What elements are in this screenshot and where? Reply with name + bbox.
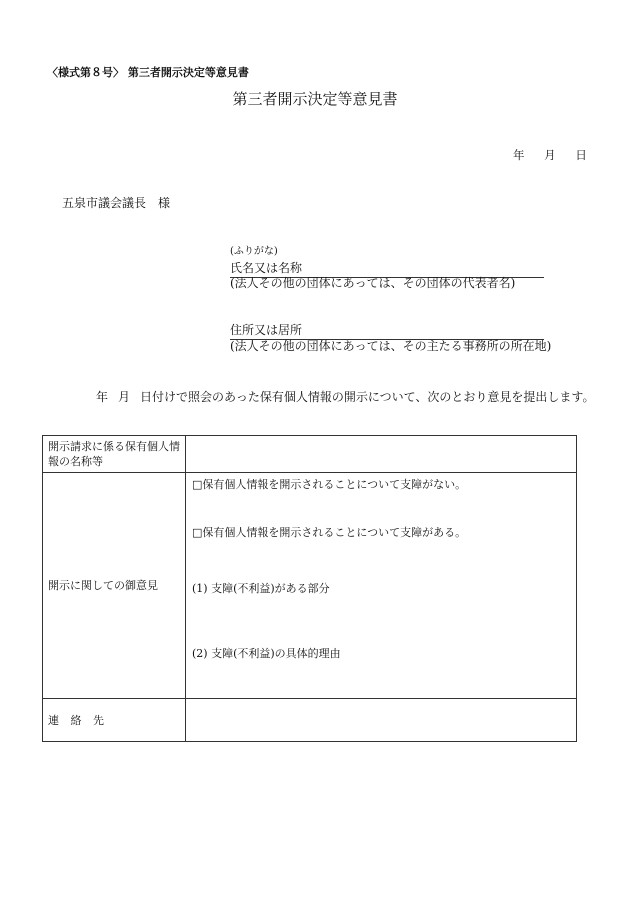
- date-month-label: 月: [544, 148, 556, 162]
- option-has-issue[interactable]: □保有個人情報を開示されることについて支障がある。: [192, 526, 467, 539]
- item-specific-reason: (2) 支障(不利益)の具体的理由: [192, 647, 341, 660]
- form-number: 〈様式第８号〉 第三者開示決定等意見書: [47, 66, 249, 79]
- furigana-label: (ふりがな): [230, 246, 278, 257]
- table-row: [43, 436, 577, 473]
- opinion-value-cell[interactable]: [186, 473, 577, 699]
- document-title: 第三者開示決定等意見書: [232, 90, 398, 108]
- opinion-label: 開示に関しての御意見: [43, 473, 186, 699]
- statement-body: 日付けで照会のあった保有個人情報の開示について、次のとおり意見を提出します。: [140, 390, 595, 404]
- contact-label: 連 絡 先: [43, 699, 186, 742]
- info-value-cell[interactable]: [186, 436, 577, 473]
- option-no-issue[interactable]: □保有個人情報を開示されることについて支障がない。: [192, 478, 467, 491]
- contact-value-cell[interactable]: [186, 699, 577, 742]
- info-label: 開示請求に係る保有個人情報の名称等: [43, 436, 186, 473]
- date-line: [513, 147, 587, 163]
- name-note: (法人その他の団体にあっては、その団体の代表者名): [230, 276, 516, 290]
- statement-month: 月: [118, 390, 131, 404]
- address-field[interactable]: 住所又は居所: [230, 321, 544, 340]
- name-field[interactable]: 氏名又は名称: [230, 259, 544, 278]
- table-row: [43, 473, 577, 699]
- item-affected-part: (1) 支障(不利益)がある部分: [192, 582, 330, 595]
- statement-year: 年: [96, 390, 109, 404]
- opinion-table: [42, 435, 577, 742]
- date-day-label: 日: [575, 148, 587, 162]
- date-year-label: 年: [513, 148, 525, 162]
- address-note: (法人その他の団体にあっては、その主たる事務所の所在地): [230, 339, 552, 353]
- table-row: [43, 699, 577, 742]
- statement-text: [96, 388, 594, 405]
- addressee: 五泉市議会議長 様: [62, 196, 171, 210]
